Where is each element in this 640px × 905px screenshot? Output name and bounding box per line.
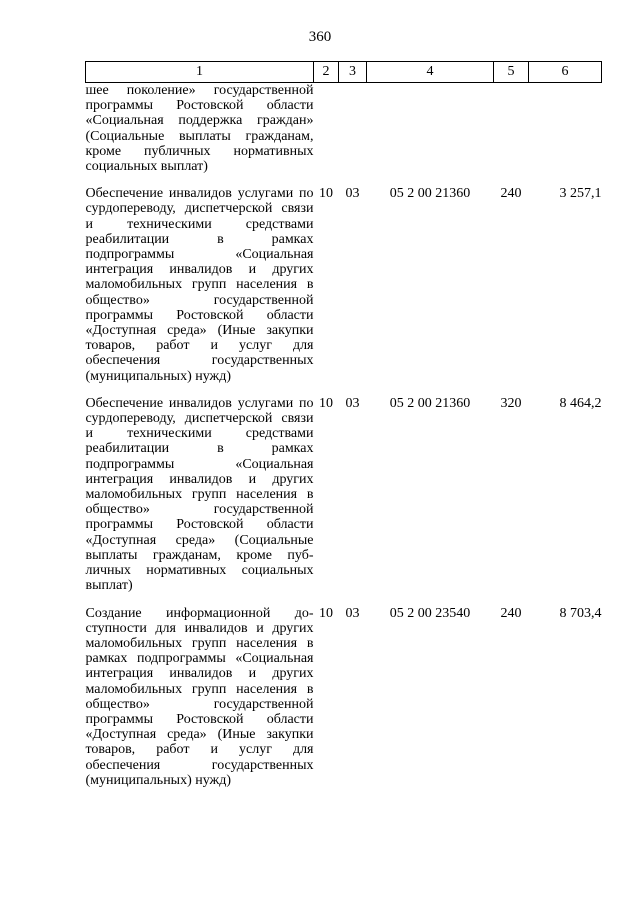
column-header: 1 xyxy=(86,62,314,83)
column-header: 4 xyxy=(367,62,494,83)
page-number: 360 xyxy=(308,29,332,45)
subsection-code: 03 xyxy=(345,186,360,202)
column-header: 6 xyxy=(529,62,602,83)
amount xyxy=(529,83,602,175)
subsection-code: 03 xyxy=(345,395,360,411)
section-code: 10 xyxy=(319,605,333,621)
target-article-code: 05 2 00 21360 xyxy=(389,395,471,411)
table-row xyxy=(86,606,602,788)
section-code: 10 xyxy=(319,186,333,202)
row-description: Создание информационной доступности для инвалидов и других маломобильных групп населения в рамках подпрограммы «Социальная интеграция инвалидов и других маломобильных групп населения в общество» государственной программы Ростовской области «Доступная среда» (Иные закупки товаров, работ и услуг для обеспечения государственных (муниципальных) нужд) xyxy=(85,605,314,788)
section-code: 10 xyxy=(319,395,333,411)
expense-type-code: 320 xyxy=(500,395,522,411)
section-code xyxy=(314,83,339,175)
amount: 8 703,4 xyxy=(559,605,602,621)
row-description: шее поколение» государственной программы Ростовской области «Социальная поддержка граждан» (Социальные выплаты гражданам, кроме публичных нормативных социальных выплат) xyxy=(85,83,314,175)
budget-table xyxy=(85,61,602,788)
table-row xyxy=(86,186,602,384)
header-row xyxy=(86,62,602,83)
subsection-code: 03 xyxy=(345,605,360,621)
amount: 3 257,1 xyxy=(559,186,602,202)
row-description: Обеспечение инвалидов услугами по сурдопереводу, диспетчерской связи и техническими средствами реабилитации в рамках подпрограммы «Социальная интеграция инвалидов и других маломобильных групп населения в общество» государственной программы Ростовской области «Доступная среда» (Социальные выплаты гражданам, кроме публичных нормативных социальных выплат) xyxy=(85,395,314,594)
target-article-code: 05 2 00 23540 xyxy=(389,605,471,621)
row-description: Обеспечение инвалидов услугами по сурдопереводу, диспетчерской связи и техническими средствами реабилитации в рамках подпрограммы «Социальная интеграция инвалидов и других маломобильных групп населения в общество» государственной программы Ростовской области «Доступная среда» (Иные закупки товаров, работ и услуг для обеспечения государственных (муниципальных) нужд) xyxy=(85,186,314,384)
column-header: 2 xyxy=(314,62,339,83)
column-header: 3 xyxy=(339,62,367,83)
expense-type-code xyxy=(494,83,529,175)
column-header: 5 xyxy=(494,62,529,83)
amount: 8 464,2 xyxy=(559,395,602,411)
expense-type-code: 240 xyxy=(500,186,522,202)
target-article-code xyxy=(367,83,494,175)
target-article-code: 05 2 00 21360 xyxy=(389,186,471,202)
table-row xyxy=(86,83,602,175)
subsection-code xyxy=(339,83,367,175)
table-row xyxy=(86,396,602,594)
expense-type-code: 240 xyxy=(500,605,522,621)
